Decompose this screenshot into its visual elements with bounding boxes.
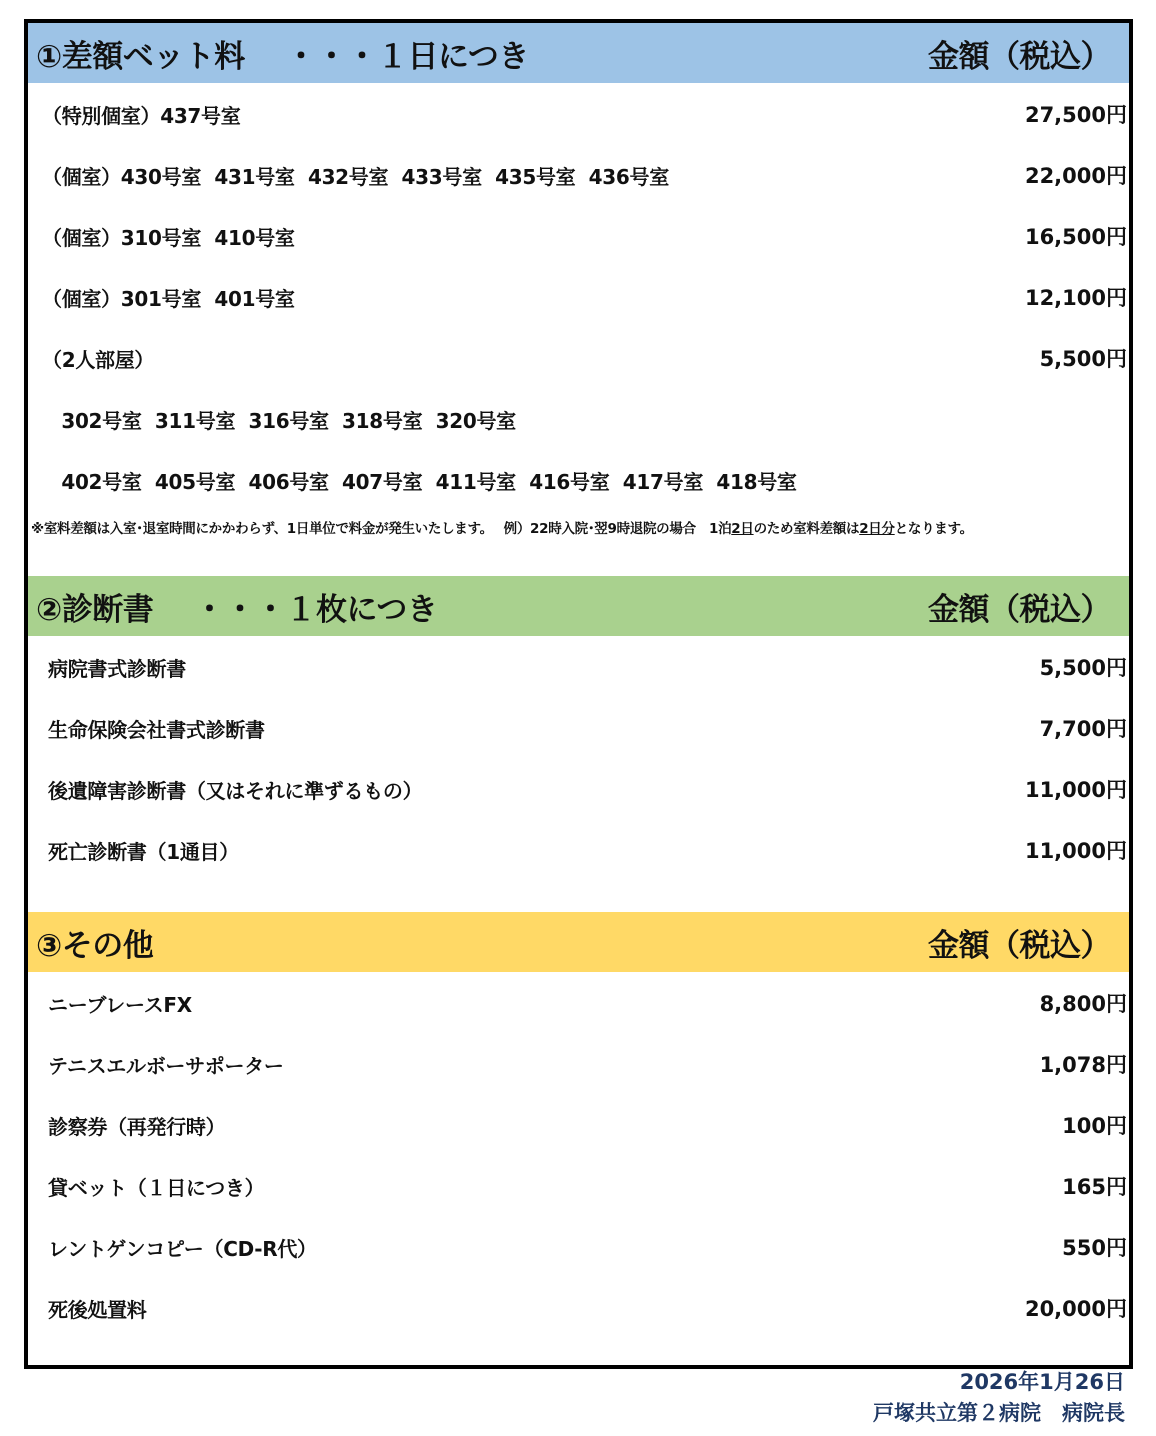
price-row [28, 1047, 1129, 1081]
note-text: ※室料差額は入室･退室時間にかかわらず、1日単位で料金が発生いたします。 例）22時入院･翌9時退院の場合 1泊 [31, 521, 732, 537]
item-price: 7,700円 [1039, 717, 1127, 741]
price-row [28, 280, 1129, 314]
amount-column-header: 金額（税込） [928, 38, 1111, 75]
price-list-frame [24, 19, 1133, 1369]
item-price: 5,500円 [1039, 656, 1127, 680]
section-header-other [28, 912, 1129, 972]
item-label: 死後処置料 [48, 1297, 147, 1322]
item-price: 11,000円 [1024, 778, 1127, 802]
footer-signature: 戸塚共立第２病院 病院長 [873, 1401, 1125, 1425]
section-header-room-charge [28, 23, 1129, 83]
amount-column-header: 金額（税込） [928, 591, 1111, 628]
item-price: 100円 [1062, 1114, 1127, 1138]
price-row [28, 97, 1129, 131]
price-row [28, 341, 1129, 375]
price-row [28, 1108, 1129, 1142]
price-row [28, 986, 1129, 1020]
price-row [28, 219, 1129, 253]
price-row [28, 772, 1129, 806]
section-header-certificates [28, 576, 1129, 636]
item-label: 402号室 405号室 406号室 407号室 411号室 416号室 417号室 418号室 [48, 469, 797, 494]
section-title: ②診断書 ・・・１枚につき [36, 591, 438, 628]
item-label: （特別個室）437号室 [42, 103, 241, 128]
price-row [28, 158, 1129, 192]
price-row [28, 833, 1129, 867]
item-price: 22,000円 [1024, 164, 1127, 188]
item-price: 165円 [1062, 1175, 1127, 1199]
price-row [28, 1291, 1129, 1325]
note-text: のため室料差額は [753, 521, 860, 537]
room-list-row [28, 463, 1129, 497]
item-price: 550円 [1062, 1236, 1127, 1260]
item-label: テニスエルボーサポーター [48, 1053, 284, 1078]
item-label: 302号室 311号室 316号室 318号室 320号室 [48, 408, 516, 433]
price-row [28, 1169, 1129, 1203]
item-price: 11,000円 [1024, 839, 1127, 863]
price-row [28, 650, 1129, 684]
room-list-row [28, 402, 1129, 436]
item-price: 16,500円 [1024, 225, 1127, 249]
item-label: 貸ベット（１日につき） [48, 1175, 265, 1200]
item-label: 病院書式診断書 [48, 656, 186, 681]
item-price: 5,500円 [1039, 347, 1127, 371]
section-title: ①差額ベット料 ・・・１日につき [36, 38, 529, 75]
price-row [28, 1230, 1129, 1264]
note-underlined: 2日 [731, 521, 754, 537]
item-label: 死亡診断書（1通目） [48, 839, 239, 864]
item-label: （個室）301号室 401号室 [42, 286, 295, 311]
item-label: 後遺障害診断書（又はそれに準ずるもの） [48, 778, 423, 803]
item-price: 27,500円 [1024, 103, 1127, 127]
note-text: となります。 [894, 521, 973, 537]
item-price: 12,100円 [1024, 286, 1127, 310]
room-charge-note [31, 517, 1126, 537]
note-underlined: 2日分 [859, 521, 895, 537]
price-row [28, 711, 1129, 745]
footer-date: 2026年1月26日 [959, 1370, 1125, 1394]
item-label: 診察券（再発行時） [48, 1114, 226, 1139]
section-title: ③その他 [36, 927, 154, 964]
item-label: （個室）310号室 410号室 [42, 225, 295, 250]
item-label: レントゲンコピー（CD-R代） [48, 1236, 317, 1261]
item-price: 8,800円 [1039, 992, 1127, 1016]
item-label: ニーブレースFX [48, 992, 192, 1017]
item-label: 生命保険会社書式診断書 [48, 717, 265, 742]
item-label: （個室）430号室 431号室 432号室 433号室 435号室 436号室 [42, 164, 669, 189]
item-price: 20,000円 [1024, 1297, 1127, 1321]
amount-column-header: 金額（税込） [928, 927, 1111, 964]
item-price: 1,078円 [1039, 1053, 1127, 1077]
item-label: （2人部屋） [42, 347, 155, 372]
